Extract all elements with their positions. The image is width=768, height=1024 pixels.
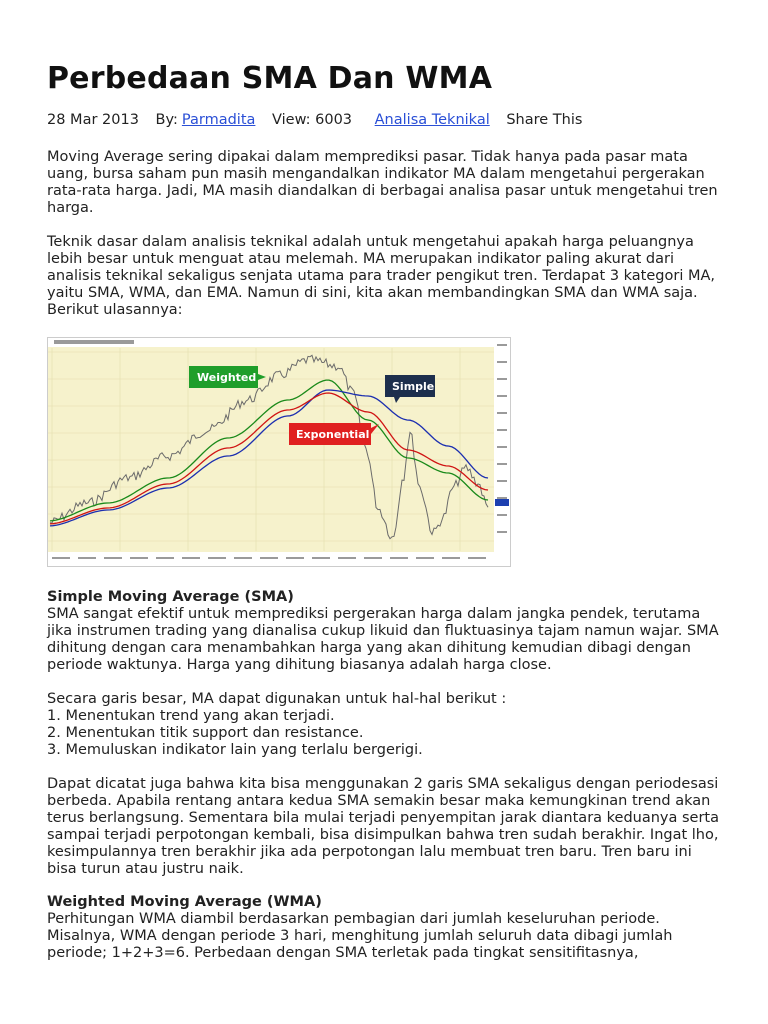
date-axis-tick <box>52 557 70 559</box>
price-scale-tick <box>497 361 507 363</box>
simple-label-text: Simple <box>392 380 435 393</box>
chart-svg <box>48 338 510 566</box>
date-axis-tick <box>104 557 122 559</box>
date-axis-tick <box>390 557 408 559</box>
price-scale-tick <box>497 531 507 533</box>
by-label: By: <box>155 112 178 128</box>
date-axis-tick <box>364 557 382 559</box>
date-axis-ticks <box>52 557 486 559</box>
date-axis-tick <box>78 557 96 559</box>
price-scale-tick <box>497 429 507 431</box>
share-link[interactable]: Share This <box>506 112 583 128</box>
publish-date: 28 Mar 2013 <box>47 112 139 128</box>
date-axis-tick <box>182 557 200 559</box>
ma-uses-intro: Secara garis besar, MA dapat digunakan untuk hal-hal berikut : <box>47 691 507 707</box>
sma-heading: Simple Moving Average (SMA) <box>47 589 294 605</box>
ma-comparison-chart <box>47 337 511 567</box>
article-meta <box>47 110 721 130</box>
ma-uses-item-1: 1. Menentukan trend yang akan terjadi. <box>47 708 335 724</box>
date-axis-tick <box>338 557 356 559</box>
date-axis-tick <box>234 557 252 559</box>
category-link[interactable]: Analisa Teknikal <box>374 112 490 128</box>
price-scale-tick <box>497 480 507 482</box>
date-axis-tick <box>286 557 304 559</box>
date-axis-tick <box>156 557 174 559</box>
intro-paragraph-2: Teknik dasar dalam analisis teknikal adalah untuk mengetahui apakah harga peluangnya lebih besar untuk menguat atau melemah. MA merupakan indikator paling akurat dari analisis teknikal sekaligus senjata utama para trader pengikut tren. Terdapat 3 kategori MA, yaitu SMA, WMA, dan EMA. Namun di sini, kita akan membandingkan SMA dan WMA saja. Berikut ulasannya: <box>47 234 715 318</box>
date-axis-tick <box>468 557 486 559</box>
sma-note: Dapat dicatat juga bahwa kita bisa menggunakan 2 garis SMA sekaligus dengan periodesasi berbeda. Apabila rentang antara kedua SMA semakin besar maka kemungkinan trend akan terus berlangsung. Sementara bila mulai terjadi penyempitan jarak diantara keduanya serta sampai terjadi perpotongan kembali, bisa disimpulkan bahwa tren sudah berakhir. Ingat lho, kesimpulannya tren berakhir jika ada perpotongan lalu membuat tren baru. Tren baru ini bisa turun atau justru naik. <box>47 776 720 877</box>
date-axis-tick <box>442 557 460 559</box>
intro-paragraph-1: Moving Average sering dipakai dalam memprediksi pasar. Tidak hanya pada pasar mata uang, bursa saham pun masih mengandalkan indikator MA dalam mengetahui pergerakan rata-rata harga. Jadi, MA masih diandalkan di berbagai analisa pasar untuk mengetahui tren harga. <box>47 149 718 216</box>
price-scale-tick <box>497 412 507 414</box>
price-scale-tick <box>497 344 507 346</box>
sma-body: SMA sangat efektif untuk memprediksi pergerakan harga dalam jangka pendek, terutama jika instrumen trading yang dianalisa cukup likuid dan fluktuasinya tajam namun wajar. SMA dihitung dengan cara menambahkan harga yang akan dihitung kemudian dibagi dengan periode waktunya. Harga yang dihitung biasanya adalah harga close. <box>47 606 719 673</box>
date-axis-tick <box>260 557 278 559</box>
exponential-label-text: Exponential <box>296 428 370 441</box>
ma-uses-item-2: 2. Menentukan titik support dan resistance. <box>47 725 364 741</box>
chart-background <box>48 338 510 566</box>
date-axis-tick <box>130 557 148 559</box>
current-price-marker <box>495 499 509 506</box>
price-scale-tick <box>497 446 507 448</box>
price-scale-tick <box>497 514 507 516</box>
price-scale-tick <box>497 463 507 465</box>
chart-info-text <box>54 340 134 344</box>
weighted-label <box>189 366 266 388</box>
page-title: Perbedaan SMA Dan WMA <box>47 61 493 96</box>
price-scale-tick <box>497 497 507 499</box>
weighted-label-text: Weighted <box>197 371 257 384</box>
exponential-label <box>289 423 379 445</box>
date-axis-tick <box>416 557 434 559</box>
wma-heading: Weighted Moving Average (WMA) <box>47 894 322 910</box>
wma-body: Perhitungan WMA diambil berdasarkan pembagian dari jumlah keseluruhan periode. Misalnya, WMA dengan periode 3 hari, menghitung jumlah seluruh data dibagi jumlah periode; 1+2+3=6. Perbedaan dengan SMA terletak pada tingkat sensitifitasnya, <box>47 911 673 961</box>
price-scale-tick <box>497 395 507 397</box>
ma-uses-item-3: 3. Memuluskan indikator lain yang terlalu bergerigi. <box>47 742 423 758</box>
price-scale-tick <box>497 378 507 380</box>
date-axis-tick <box>208 557 226 559</box>
date-axis-tick <box>312 557 330 559</box>
view-count: View: 6003 <box>272 112 353 128</box>
author-link[interactable]: Parmadita <box>181 112 256 128</box>
